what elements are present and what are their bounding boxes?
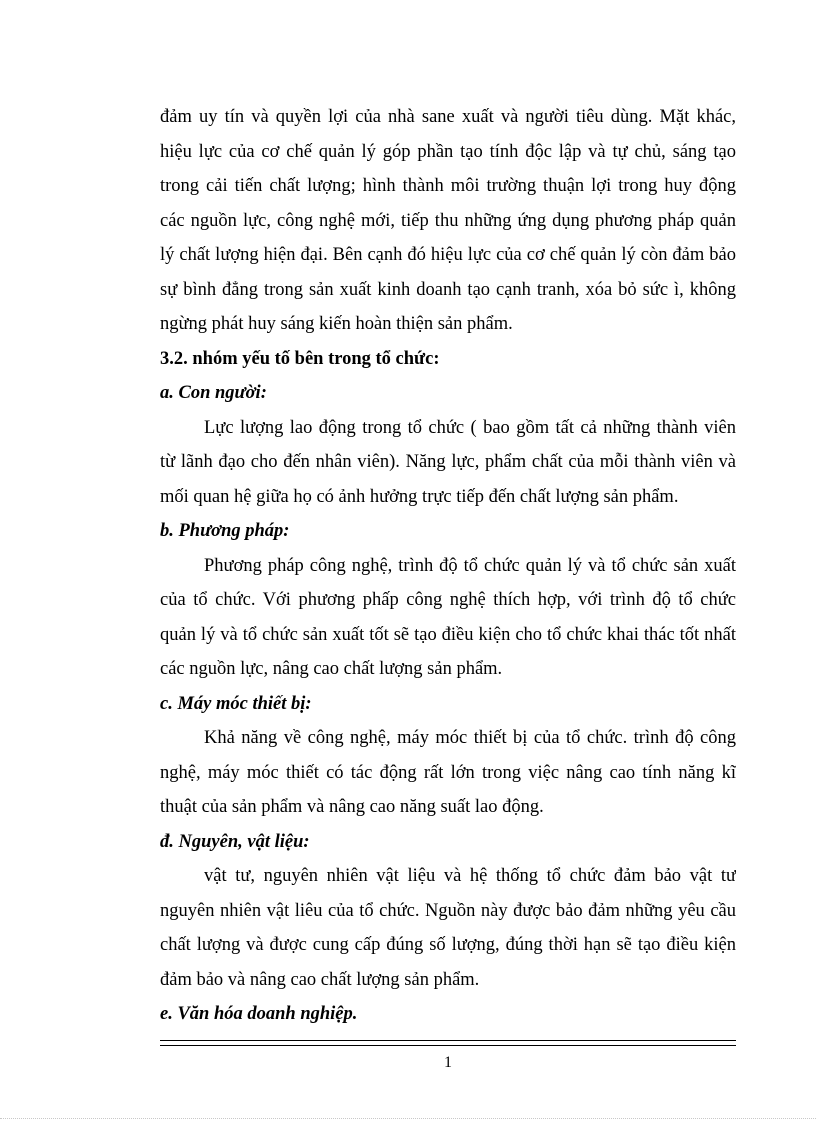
paragraph-line: từ lãnh đạo cho đến nhân viên). Năng lực, phẩm chất của mỗi thành viên và xyxy=(160,452,736,472)
subsection-con-nguoi xyxy=(160,376,736,514)
paragraph-line: Phương pháp công nghệ, trình độ tổ chức quản lý và tổ chức sản xuất xyxy=(204,555,736,576)
paragraph-line: Lực lượng lao động trong tổ chức ( bao gồm tất cả những thành viên xyxy=(204,417,736,438)
paragraph-line: hiệu lực của cơ chế quản lý góp phần tạo tính độc lập và tự chủ, sáng tạo xyxy=(160,141,736,162)
page-content xyxy=(160,100,736,1032)
paragraph-line: vật tư, nguyên nhiên vật liệu và hệ thống tổ chức đảm bảo vật tư xyxy=(204,866,736,886)
paragraph-line: nguyên nhiên vật liêu của tổ chức. Nguồn này được bảo đảm những yêu cầu xyxy=(160,900,736,921)
paragraph-line: thuật của sản phẩm và nâng cao năng suất lao động. xyxy=(160,797,544,817)
subsection-heading: b. Phương pháp: xyxy=(160,521,290,541)
paragraph-line: trong cải tiến chất lượng; hình thành môi trường thuận lợi trong huy động xyxy=(160,176,736,196)
paragraph-line: ngừng phát huy sáng kiến hoàn thiện sản phẩm. xyxy=(160,314,513,334)
subsection-may-moc xyxy=(160,687,736,825)
paragraph-line: lý chất lượng hiện đại. Bên cạnh đó hiệu lực của cơ chế quản lý còn đảm bảo xyxy=(160,245,736,265)
paragraph-line: các nguồn lực, nâng cao chất lượng sản phẩm. xyxy=(160,659,503,679)
subsection-heading: c. Máy móc thiết bị: xyxy=(160,693,312,714)
paragraph-line: sự bình đẳng trong sản xuất kinh doanh tạo cạnh tranh, xóa bỏ sức ì, không xyxy=(160,279,736,300)
page-bottom-border xyxy=(0,1118,816,1119)
subsection-nguyen-vat-lieu xyxy=(160,825,736,998)
page-number: 1 xyxy=(444,1054,452,1071)
paragraph-line: đảm bảo và nâng cao chất lượng sản phẩm. xyxy=(160,969,480,990)
subsection-van-hoa xyxy=(160,997,736,1032)
paragraph-line: chất lượng và được cung cấp đúng số lượng, đúng thời hạn sẽ tạo điều kiện xyxy=(160,935,736,955)
section-heading: 3.2. nhóm yếu tố bên trong tổ chức: xyxy=(160,348,440,369)
subsection-heading: a. Con người: xyxy=(160,383,267,403)
paragraph-line: mối quan hệ giữa họ có ảnh hưởng trực tiếp đến chất lượng sản phẩm. xyxy=(160,486,679,507)
subsection-phuong-phap xyxy=(160,514,736,687)
paragraph-line: nghệ, máy móc thiết có tác động rất lớn trong việc nâng cao tính năng kĩ xyxy=(160,762,736,783)
subsection-heading: e. Văn hóa doanh nghiệp. xyxy=(160,1004,358,1024)
paragraph-line: đảm uy tín và quyền lợi của nhà sane xuất và người tiêu dùng. Mặt khác, xyxy=(160,107,736,127)
footer-rule-bottom xyxy=(160,1045,736,1046)
footer-rule-top xyxy=(160,1040,736,1041)
intro-paragraph xyxy=(160,100,736,342)
subsection-heading: đ. Nguyên, vật liệu: xyxy=(160,831,310,852)
paragraph-line: của tổ chức. Với phương phấp công nghệ thích hợp, với trình độ tổ chức xyxy=(160,590,736,610)
paragraph-line: quản lý và tổ chức sản xuất tốt sẽ tạo điều kiện cho tổ chức khai thác tốt nhất xyxy=(160,624,736,645)
paragraph-line: các nguồn lực, công nghệ mới, tiếp thu những ứng dụng phương pháp quản xyxy=(160,210,736,231)
paragraph-line: Khả năng về công nghệ, máy móc thiết bị của tổ chức. trình độ công xyxy=(204,728,736,748)
